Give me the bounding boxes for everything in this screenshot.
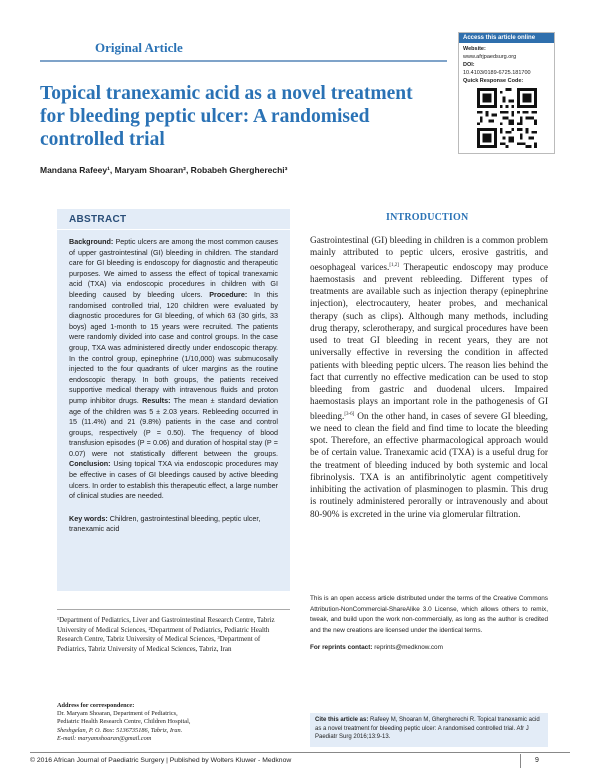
qr-label: Quick Response Code: xyxy=(463,78,524,84)
footer-rule xyxy=(30,752,570,753)
abstract-box xyxy=(57,209,290,591)
access-body xyxy=(459,43,554,153)
correspondence-label: Address for correspondence: xyxy=(57,702,135,709)
license-notice xyxy=(310,594,548,654)
conclusion-label: Conclusion: xyxy=(69,459,111,469)
section-label xyxy=(95,40,183,56)
article-authors: Mandana Rafeey¹, Maryam Shoaran², Robabeh Ghergherechi³ xyxy=(40,165,288,175)
results-label: Results: xyxy=(142,395,171,405)
doi-label: DOI: xyxy=(463,62,475,68)
affiliations: ¹Department of Pediatrics, Liver and Gastrointestinal Research Centre, Tabriz University of Medical Sciences, ²Department of Pediatrics, Pediatric Health Research Centre, Tabriz University of Medical Sciences, ³Department of Pediatrics, Tabriz University of Medical Sciences, Tabriz, Iran xyxy=(57,616,275,653)
introduction-text xyxy=(310,235,548,521)
correspondence-email[interactable]: E-mail: maryamshoaran@gmail.com xyxy=(57,734,152,742)
intro-part-2: Therapeutic endoscopy may produce haemostasis and prevent rebleeding. Different types of treatments are available such as injection therapy (epinephrine injection), electrocautery, heater probes, and mechanical therapy (such as clips). Although many methods, including drug therapy, sclerotherapy, and surgical procedures have been used to treat GI bleeding in recent years, they are not universally effective in reversing the condition in affected patients with bleeding peptic ulcers. The reason lies behind the fact that currently no effective medication can be used to stop bleeding from gastric and duodenal ulcers. Impaired haemostasis plays an important role in the pathogenesis of GI bleeding. xyxy=(310,262,548,422)
keywords-text: Children, gastrointestinal bleeding, peptic ulcer, tranexamic acid xyxy=(69,513,261,533)
intro-ref-2[interactable]: [3-6] xyxy=(344,411,355,417)
reprint-info xyxy=(310,643,548,654)
correspondence xyxy=(57,702,290,743)
background-text: Peptic ulcers are among the most common causes of upper gastrointestinal (GI) bleeding in children. The standard care for GI bleeding is endoscopy for diagnostic and therapeutic purposes. We aimed to assess the effect of topical tranexamic acid (TXA) via endoscopic procedures in children with GI bleeding caused by bleeding ulcers. xyxy=(69,237,278,299)
section-label-first: Original xyxy=(95,40,142,55)
abstract-heading: ABSTRACT xyxy=(57,209,290,230)
page-separator xyxy=(520,754,521,768)
affiliation-rule xyxy=(57,609,290,610)
keywords-label: Key words: xyxy=(69,513,108,523)
procedure-label: Procedure: xyxy=(209,289,248,299)
qr-code-icon[interactable] xyxy=(477,88,537,148)
license-text: This is an open access article distributed under the terms of the Creative Commons Attribution-NonCommercial-ShareAlike 3.0 License, which allows others to remix, tweak, and build upon the work non-commercially, as long as the author is credited and the new creations are licensed under the identical terms. xyxy=(310,595,548,634)
intro-ref-1[interactable]: [1,2] xyxy=(389,262,399,268)
abstract-body xyxy=(57,230,290,502)
keywords xyxy=(57,502,290,534)
reprint-label: For reprints contact: xyxy=(310,644,373,652)
page-number: 9 xyxy=(535,757,539,764)
website-link[interactable]: www.afrjpaedsurg.org xyxy=(463,54,517,60)
header-rule xyxy=(40,60,447,62)
correspondence-line-3: Sheshgelan, P. O. Box: 5136735186, Tabriz, Iran. xyxy=(57,726,183,734)
introduction-heading: INTRODUCTION xyxy=(386,212,469,223)
section-label-rest: Article xyxy=(141,40,183,55)
article-title: Topical tranexamic acid as a novel treatment for bleeding peptic ulcer: A randomised controlled trial xyxy=(40,83,413,150)
procedure-text: In this randomised controlled trial, 120 children were evaluated by diagnostic procedures for GI bleeding, of which 63 (30 girls, 33 boys) aged 1-month to 15 years were recruited. The patients were randomly divided into case and control groups. In the case group, TXA was administered directly under endoscopic therapy. In the control group, epinephrine (1/10,000) was submucosally injected to the four quadrants of ulcer margins as the routine endoscopic therapy. In both groups, the patients received supportive medical therapy with intravenous fluids and proton pump inhibitor drugs. xyxy=(69,289,278,405)
website-label: Website: xyxy=(463,46,486,52)
correspondence-line-2: Pediatric Health Research Centre, Children Hospital, xyxy=(57,718,191,726)
background-label: Background: xyxy=(69,237,114,246)
conclusion-text: Using topical TXA via endoscopic procedures may be effective in cases of GI bleedings caused by active bleeding ulcers. In order to establish this therapeutic effect, a large number of clinical studies are needed. xyxy=(69,459,278,501)
doi-value[interactable]: 10.4103/0189-6725.181700 xyxy=(463,70,531,76)
citation-box xyxy=(310,713,548,747)
intro-part-3: On the other hand, in cases of severe GI bleeding, we need to clean the field and find time to locate the bleeding spot. Therefore, an effective pharmacological approach would be of certain value. Tranexamic acid (TXA) is a useful drug for the treatment of bleeding induced by both systemic and local fibrinolysis. TXA is an antifibrinolytic agent competitively inhibiting the activation of plasminogen to plasmin. This drug is routinely administered perorally or intravenously and about 80-90% is excreted in the urine via glomerular filtration. xyxy=(310,411,548,520)
access-box xyxy=(458,32,555,154)
correspondence-line-1: Dr. Maryam Shoaran, Department of Pediatrics, xyxy=(57,710,178,718)
footer-text: © 2016 African Journal of Paediatric Surgery | Published by Wolters Kluwer - Medknow xyxy=(30,757,292,764)
citation-label: Cite this article as: xyxy=(315,717,369,723)
results-text: The mean ± standard deviation age of the children was 5 ± 2.03 years. Rebleeding occurred in 15 (11.4%) and 21 (9.8%) patients in the case and control groups, respectively (P = 0.50). The frequency of blood transfusion episodes (P = 0.06) and duration of hospital stay (P = 0.07) were not statistically different between the groups. xyxy=(69,395,279,458)
citation-text: Rafeey M, Shoaran M, Ghergherechi R. Topical tranexamic acid as a novel treatment for bleeding peptic ulcer: A randomised controlled trial. Afr J Paediatr Surg 2016;13:9-13. xyxy=(315,717,540,741)
access-heading: Access this article online xyxy=(459,33,554,43)
reprint-email[interactable]: reprints@medknow.com xyxy=(372,644,443,652)
intro-part-1: Gastrointestinal (GI) bleeding in children is a common problem mainly attributed to peptic ulcers, erosive gastritis, and oesophageal varices. xyxy=(310,236,548,273)
